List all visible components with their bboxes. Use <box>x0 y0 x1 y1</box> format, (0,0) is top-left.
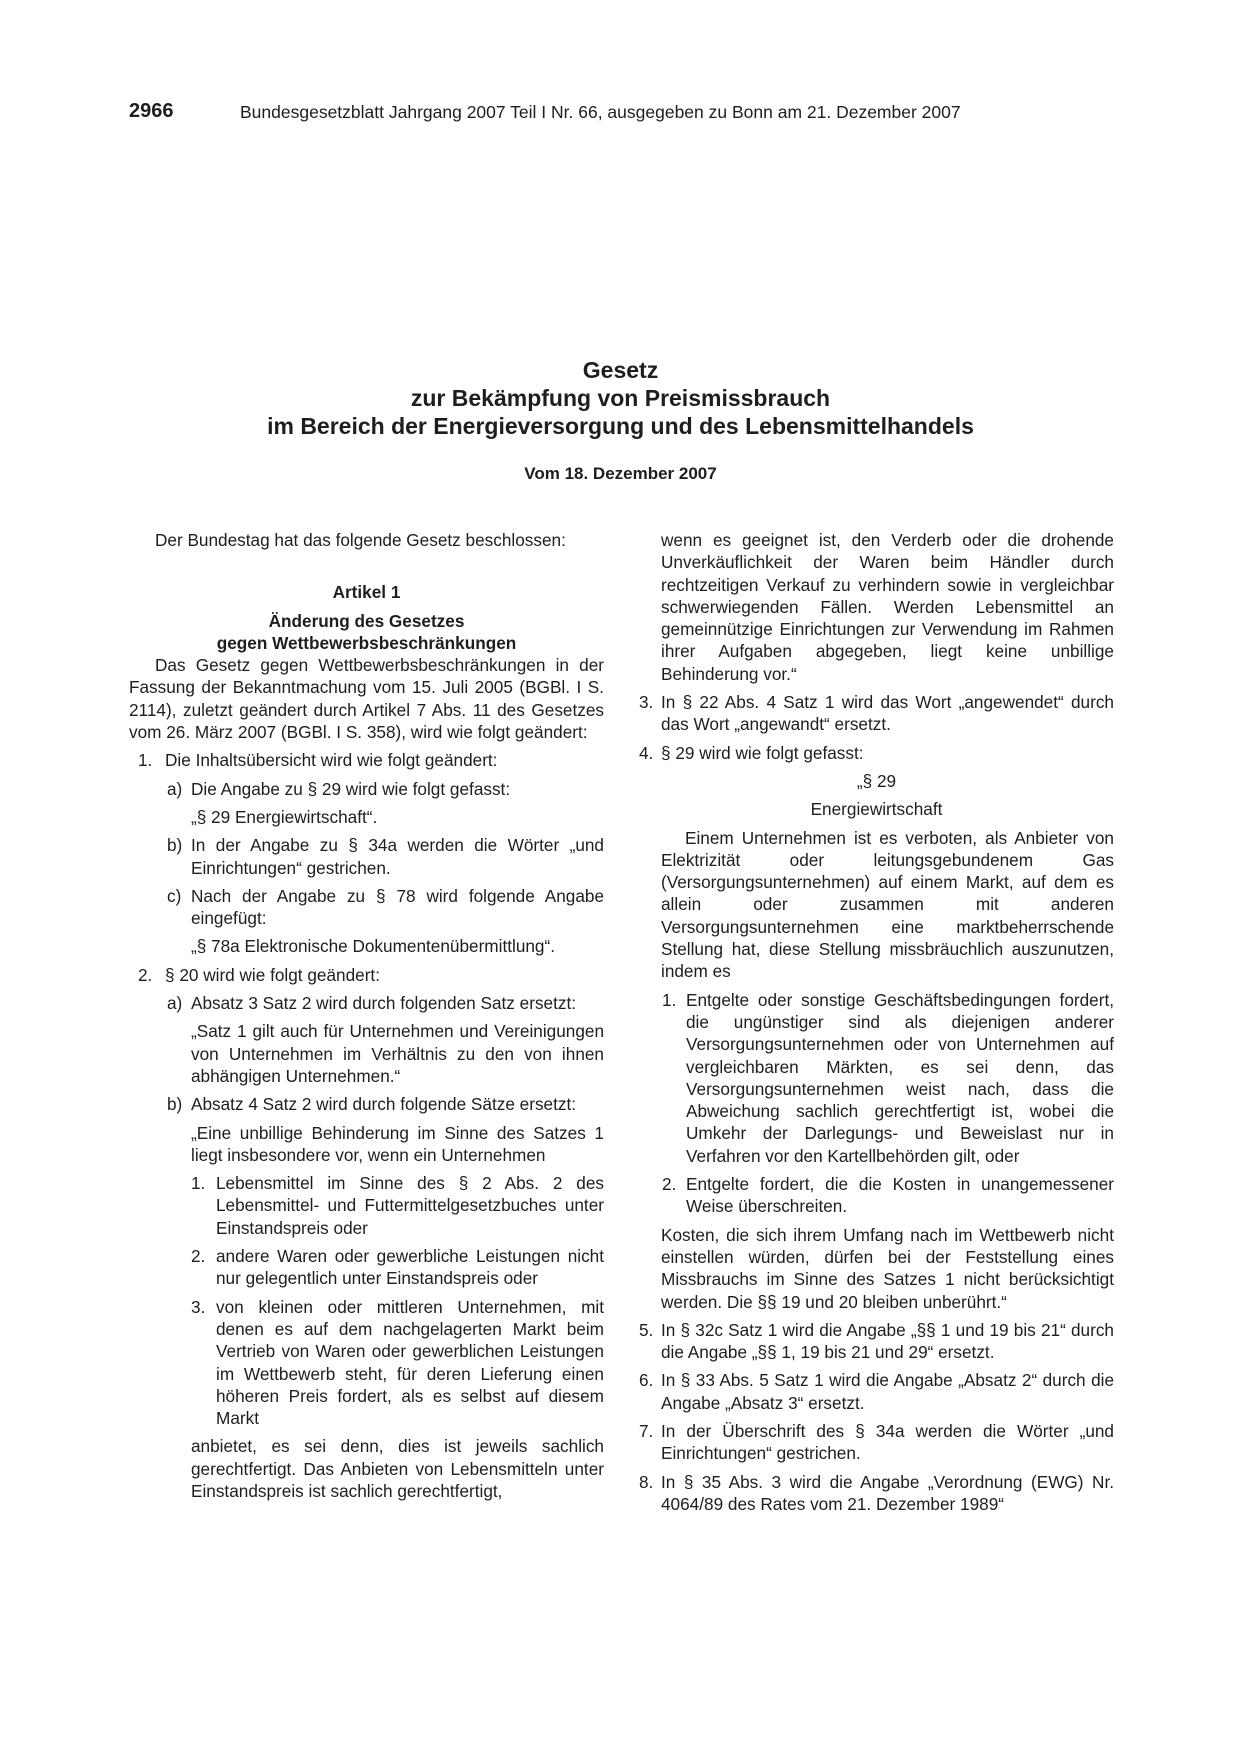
item-number: 8. <box>639 1471 654 1492</box>
item-number: 3. <box>639 692 654 713</box>
quoted-amendment: „Satz 1 gilt auch für Unternehmen und Vereinigungen von Unternehmen im Verhältnis zu den von ihnen abhängigen Unternehmen.“ <box>191 1021 604 1086</box>
quoted-amendment: „Eine unbillige Behinderung im Sinne des Satzes 1 liegt insbesondere vor, wenn ein Unternehmen <box>191 1122 604 1165</box>
publication-line: Bundesgesetzblatt Jahrgang 2007 Teil I Nr. 66, ausgegeben zu Bonn am 21. Dezember 2007 <box>240 102 961 122</box>
item-text: In § 22 Abs. 4 Satz 1 wird das Wort „angewendet“ durch das Wort „angewandt“ ersetzt. <box>661 692 1114 735</box>
list-item <box>639 989 1114 1167</box>
list-item <box>129 1245 604 1290</box>
continuation-text: wenn es geeignet ist, den Verderb oder die drohende Unverkäuflichkeit der Waren beim Händler durch rechtzeitigen Verkauf zu verhindern sowie in vergleichbar schwerwiegenden Fällen. Werden Lebensmittel an gemeinnützige Einrichtungen zur Verwendung im Rahmen ihrer Aufgaben abgegeben, liegt keine unbillige Behinderung vor.“ <box>661 530 1114 684</box>
item-text: Die Inhaltsübersicht wird wie folgt geändert: <box>165 750 498 771</box>
item-text: andere Waren oder gewerbliche Leistungen nicht nur gelegentlich unter Einstandspreis oder <box>216 1246 604 1289</box>
item-letter: a) <box>167 778 183 799</box>
list-item <box>129 778 604 800</box>
costs-paragraph: Kosten, die sich ihrem Umfang nach im Wettbewerb nicht einstellen würden, dürfen bei der Feststellung eines Missbrauchs im Sinne des Satzes 1 nicht berücksichtigt werden. Die §§ 19 und 20 bleiben unberührt.“ <box>661 1224 1114 1312</box>
item-number: 2. <box>138 964 153 985</box>
article-heading: Artikel 1 <box>332 582 401 603</box>
item-number: 4. <box>639 742 654 763</box>
item-text: In der Überschrift des § 34a werden die Wörter „und Einrichtungen“ gestrichen. <box>661 1420 1114 1464</box>
item-text: Entgelte fordert, die die Kosten in unangemessener Weise überschreiten. <box>686 1174 1114 1217</box>
article-intro: Das Gesetz gegen Wettbewerbsbeschränkungen in der Fassung der Bekanntmachung vom 15. Juli 2005 (BGBl. I S. 2114), zuletzt geändert durch Artikel 7 Abs. 11 des Gesetzes vom 26. März 2007 (BGBl. I S. 358), wird wie folgt geändert: <box>129 655 604 743</box>
item-text: In der Angabe zu § 34a werden die Wörter „und Einrichtungen“ gestrichen. <box>191 835 604 878</box>
continuation-text: anbietet, es sei denn, dies ist jeweils sachlich gerechtfertigt. Das Anbieten von Lebensmitteln unter Einstandspreis ist sachlich gerechtfertigt, <box>191 1436 604 1501</box>
article-title-line-2: gegen Wettbewerbsbeschränkungen <box>216 632 517 653</box>
list-item <box>639 1420 1114 1465</box>
item-text: § 29 wird wie folgt gefasst: <box>661 742 864 763</box>
list-item <box>639 742 1114 764</box>
page-number: 2966 <box>129 100 174 122</box>
list-item <box>129 1093 604 1115</box>
item-number: 1. <box>191 1173 206 1194</box>
list-item <box>129 1296 604 1430</box>
item-text: Nach der Angabe zu § 78 wird folgende Angabe eingefügt: <box>191 885 604 929</box>
title-line-2: zur Bekämpfung von Preismissbrauch <box>410 385 831 411</box>
list-item <box>639 691 1114 736</box>
section-title: Energiewirtschaft <box>810 799 943 820</box>
section-paragraph: Einem Unternehmen ist es verboten, als Anbieter von Elektrizität oder leitungsgebundenem Gas (Versorgungsunternehmen) auf einem Markt, auf dem es allein oder zusammen mit anderen Versorgungsunternehmen eine marktbeherrschende Stellung hat, diese Stellung missbräuchlich auszunutzen, indem es <box>661 827 1114 982</box>
item-number: 3. <box>191 1296 206 1317</box>
item-letter: a) <box>167 993 183 1014</box>
item-letter: b) <box>167 835 183 856</box>
item-letter: b) <box>167 1094 183 1115</box>
item-text: In § 32c Satz 1 wird die Angabe „§§ 1 und 19 bis 21“ durch die Angabe „§§ 1, 19 bis 21 und 29“ ersetzt. <box>661 1319 1114 1363</box>
right-column <box>639 529 1114 1515</box>
item-letter: c) <box>167 885 182 906</box>
section-number: „§ 29 <box>856 770 897 791</box>
article-title-line-1: Änderung des Gesetzes <box>268 610 465 631</box>
law-date: Vom 18. Dezember 2007 <box>524 464 717 483</box>
list-item <box>129 992 604 1014</box>
item-number: 5. <box>639 1319 654 1340</box>
list-item <box>129 834 604 879</box>
item-text: Absatz 3 Satz 2 wird durch folgenden Satz ersetzt: <box>191 993 577 1014</box>
list-item <box>639 1173 1114 1218</box>
list-item <box>639 1369 1114 1414</box>
title-line-1: Gesetz <box>582 357 659 383</box>
item-number: 7. <box>639 1420 654 1441</box>
item-text: § 20 wird wie folgt geändert: <box>165 964 380 985</box>
item-text: Entgelte oder sonstige Geschäftsbedingungen fordert, die ungünstiger sind als diejenigen anderer Versorgungsunternehmen oder von Unternehmen auf vergleichbaren Märkten, es sei denn, das Versorgungsunternehmen weist nach, dass die Abweichung sachlich gerechtfertigt ist, wobei die Umkehr der Darlegungs- und Beweislast nur in Verfahren vor den Kartellbehörden gilt, oder <box>686 989 1114 1166</box>
item-number: 2. <box>662 1174 677 1195</box>
quoted-amendment: „§ 78a Elektronische Dokumentenübermittlung“. <box>191 936 555 957</box>
item-number: 6. <box>639 1370 654 1391</box>
quoted-amendment: „§ 29 Energiewirtschaft“. <box>191 806 378 827</box>
list-item <box>129 964 604 986</box>
list-item <box>129 885 604 930</box>
item-text: Die Angabe zu § 29 wird wie folgt gefasst: <box>191 778 511 799</box>
page-header <box>129 100 961 123</box>
item-text: Absatz 4 Satz 2 wird durch folgende Sätze ersetzt: <box>191 1094 577 1115</box>
item-text: In § 33 Abs. 5 Satz 1 wird die Angabe „Absatz 2“ durch die Angabe „Absatz 3“ ersetzt. <box>661 1370 1114 1413</box>
list-item <box>129 1172 604 1239</box>
list-item <box>639 1471 1114 1516</box>
item-number: 1. <box>662 989 677 1010</box>
item-number: 1. <box>138 750 153 771</box>
list-item <box>639 1319 1114 1364</box>
list-item <box>129 749 604 771</box>
item-text: von kleinen oder mittleren Unternehmen, mit denen es auf dem nachgelagerten Markt beim Vertrieb von Waren oder gewerblichen Leistungen im Wettbewerb steht, für deren Lieferung einen höheren Preis fordert, als es selbst auf diesem Markt <box>216 1296 604 1429</box>
item-number: 2. <box>191 1246 206 1267</box>
law-title <box>0 356 1241 440</box>
title-line-3: im Bereich der Energieversorgung und des Lebensmittelhandels <box>267 413 974 439</box>
item-text: In § 35 Abs. 3 wird die Angabe „Verordnung (EWG) Nr. 4064/89 des Rates vom 21. Dezember 1989“ <box>661 1471 1114 1514</box>
left-column <box>129 529 604 1502</box>
item-text: Lebensmittel im Sinne des § 2 Abs. 2 des Lebensmittel- und Futtermittelgesetzbuches unter Einstandspreis oder <box>216 1173 604 1238</box>
preamble: Der Bundestag hat das folgende Gesetz beschlossen: <box>155 530 566 550</box>
